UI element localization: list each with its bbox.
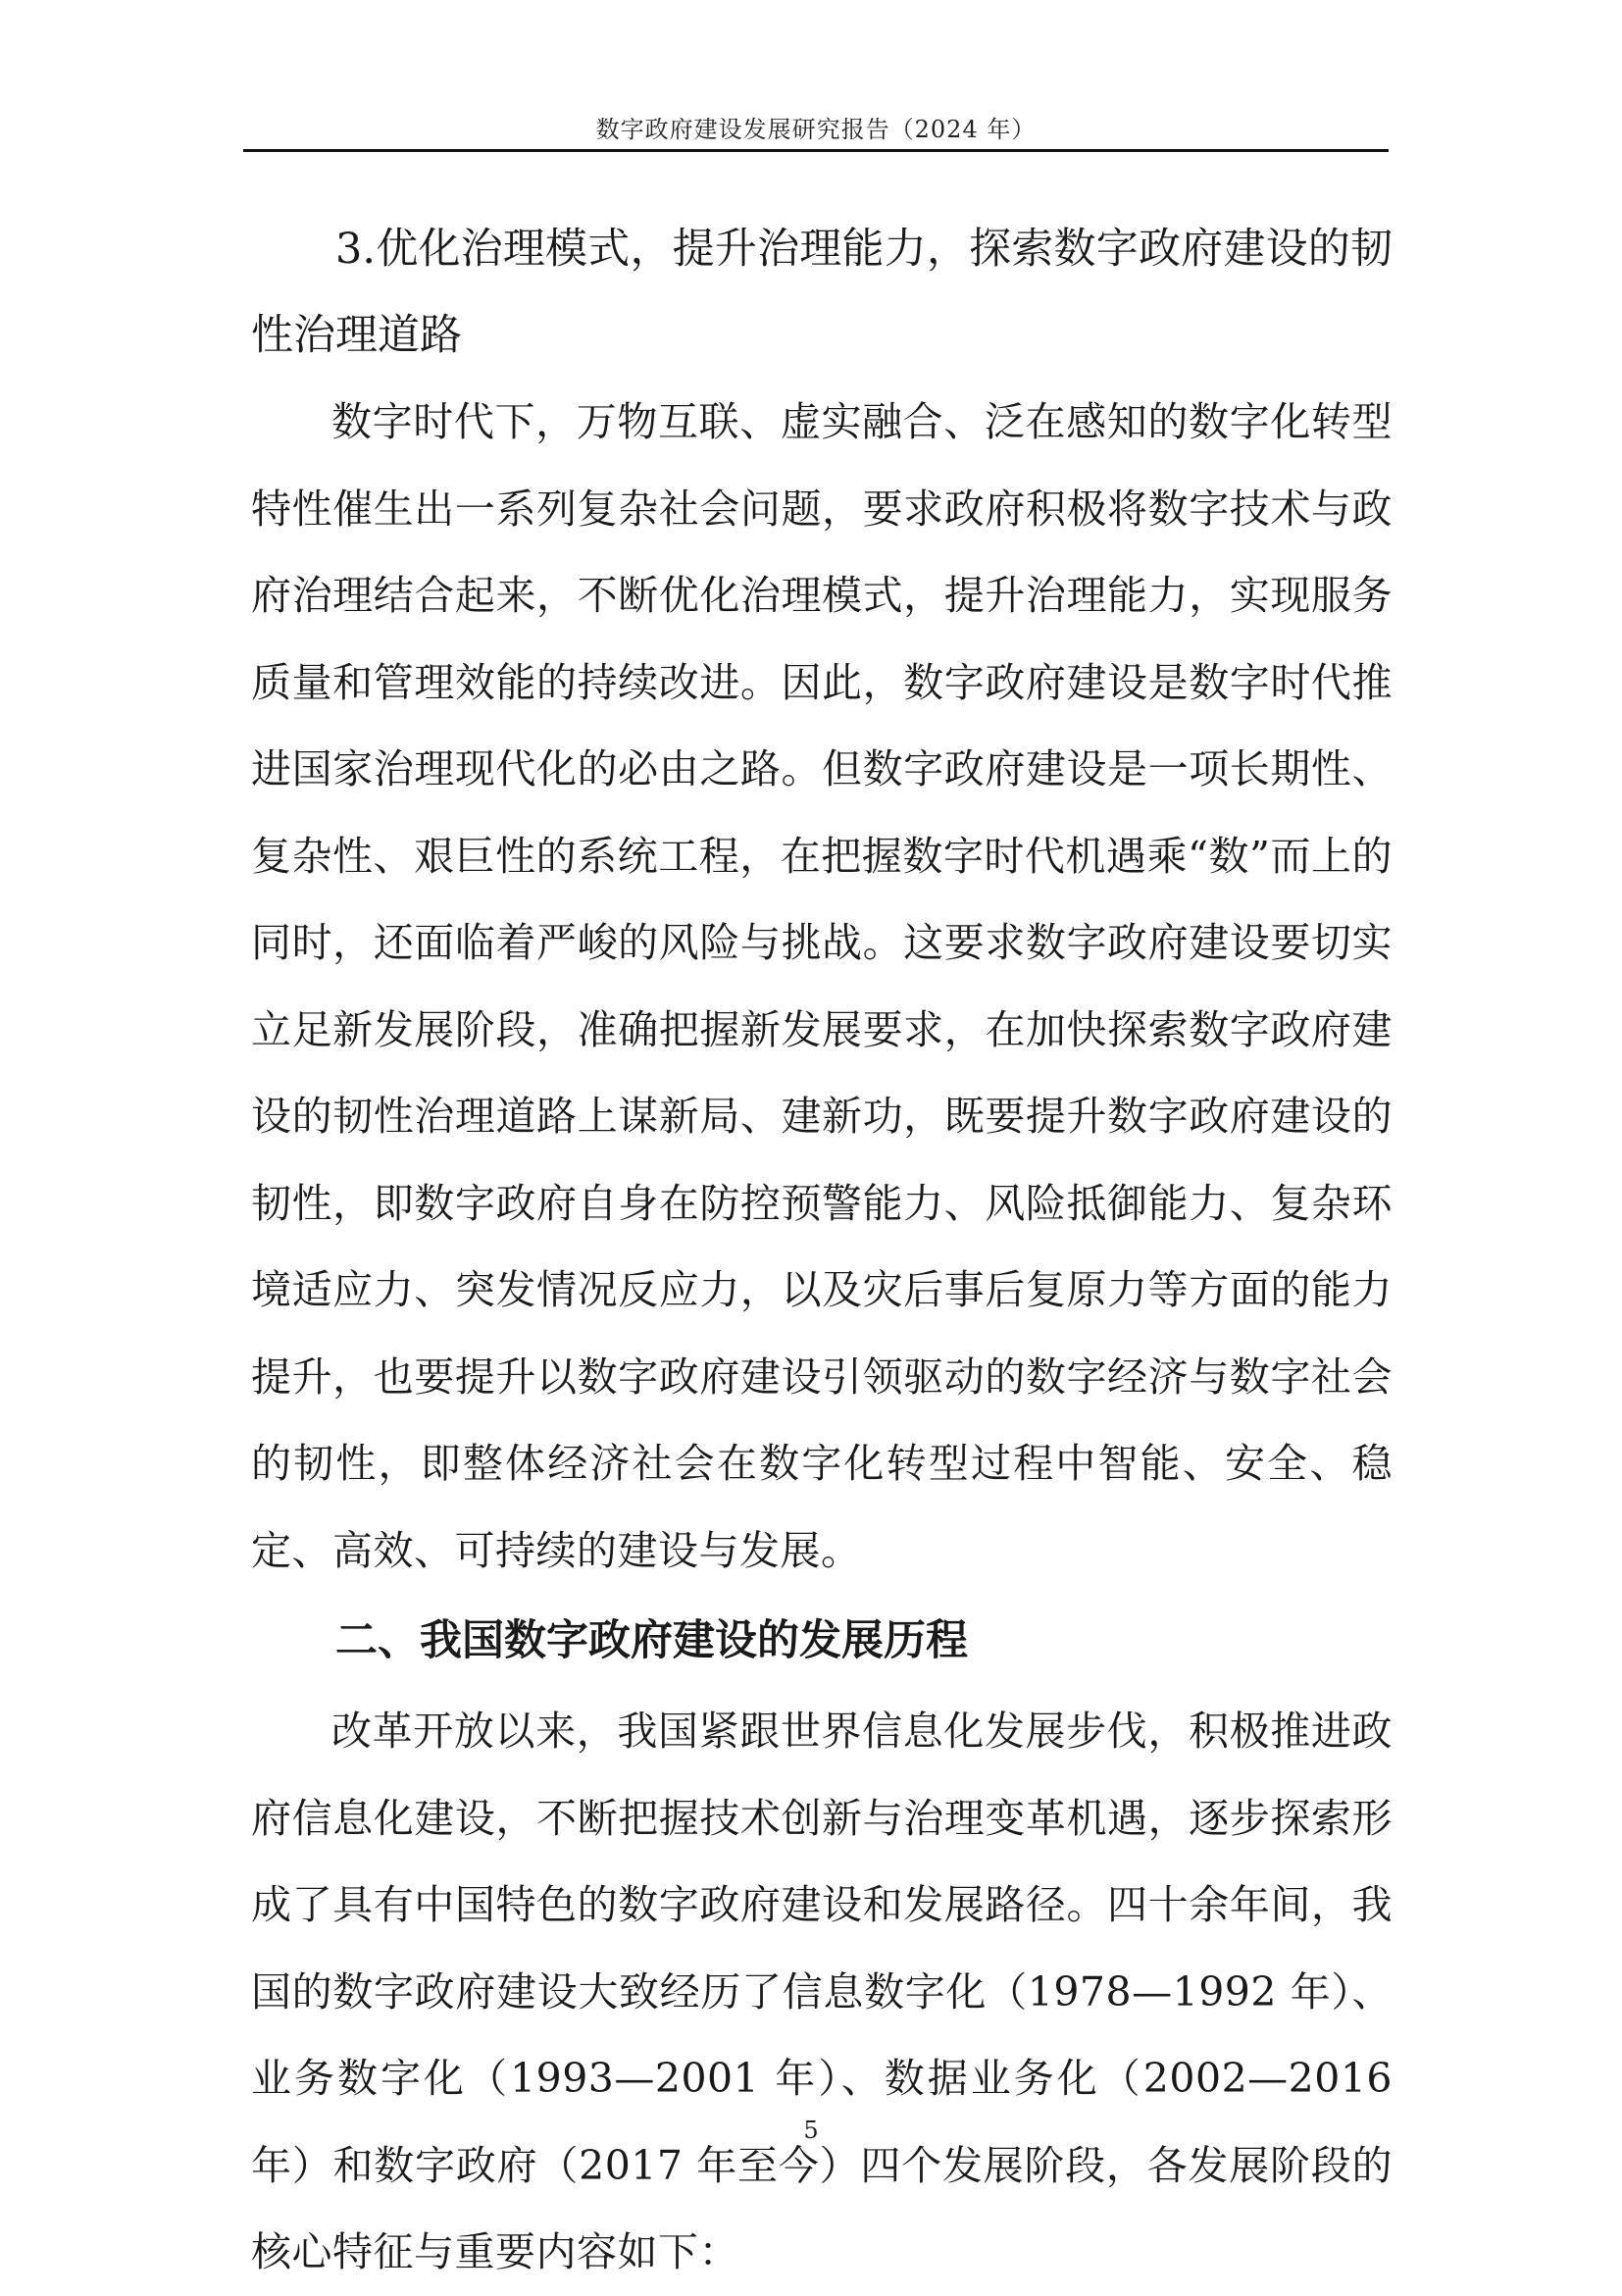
paragraph: 数字时代下，万物互联、虚实融合、泛在感知的数字化转型特性催生出一系列复杂社会问题，要求政府积极将数字技术与政府治理结合起来，不断优化治理模式，提升治理能力，实现服务质量和管理效能的持续改进。因此，数字政府建设是数字时代推进国家治理现代化的必由之路。但数字政府建设是一项长期性、复杂性、艰巨性的系统工程，在把握数字时代机遇乘“数”而上的同时，还面临着严峻的风险与挑战。这要求数字政府建设要切实立足新发展阶段，准确把握新发展要求，在加快探索数字政府建设的韧性治理道路上谋新局、建新功，既要提升数字政府建设的韧性，即数字政府自身在防控预警能力、风险抵御能力、复杂环境适应力、突发情况反应力，以及灾后事后复原力等方面的能力提升，也要提升以数字政府建设引领驱动的数字经济与数字社会的韧性，即整体经济社会在数字化转型过程中智能、安全、稳定、高效、可持续的建设与发展。 xyxy=(251,398,1393,1574)
section-heading: 二、我国数字政府建设的发展历程 xyxy=(335,1616,968,1665)
header-rule xyxy=(243,149,1389,152)
subheading: 3.优化治理模式，提升治理能力，探索数字政府建设的韧性治理道路 xyxy=(251,225,1393,360)
page-number: 5 xyxy=(803,2117,819,2144)
running-header: 数字政府建设发展研究报告（2024 年） xyxy=(595,116,1037,143)
paragraph: 改革开放以来，我国紧跟世界信息化发展步伐，积极推进政府信息化建设，不断把握技术创新与治理变革机遇，逐步探索形成了具有中国特色的数字政府建设和发展路径。四十余年间，我国的数字政府建设大致经历了信息数字化（1978—1992 年）、业务数字化（1993—2001 年）、数据业务化（2002—2016 年）和数字政府（2017 年至今）四个发展阶段，各发展阶段的核心特征与重要内容如下： xyxy=(251,1708,1393,2275)
page-body xyxy=(251,206,1393,2296)
